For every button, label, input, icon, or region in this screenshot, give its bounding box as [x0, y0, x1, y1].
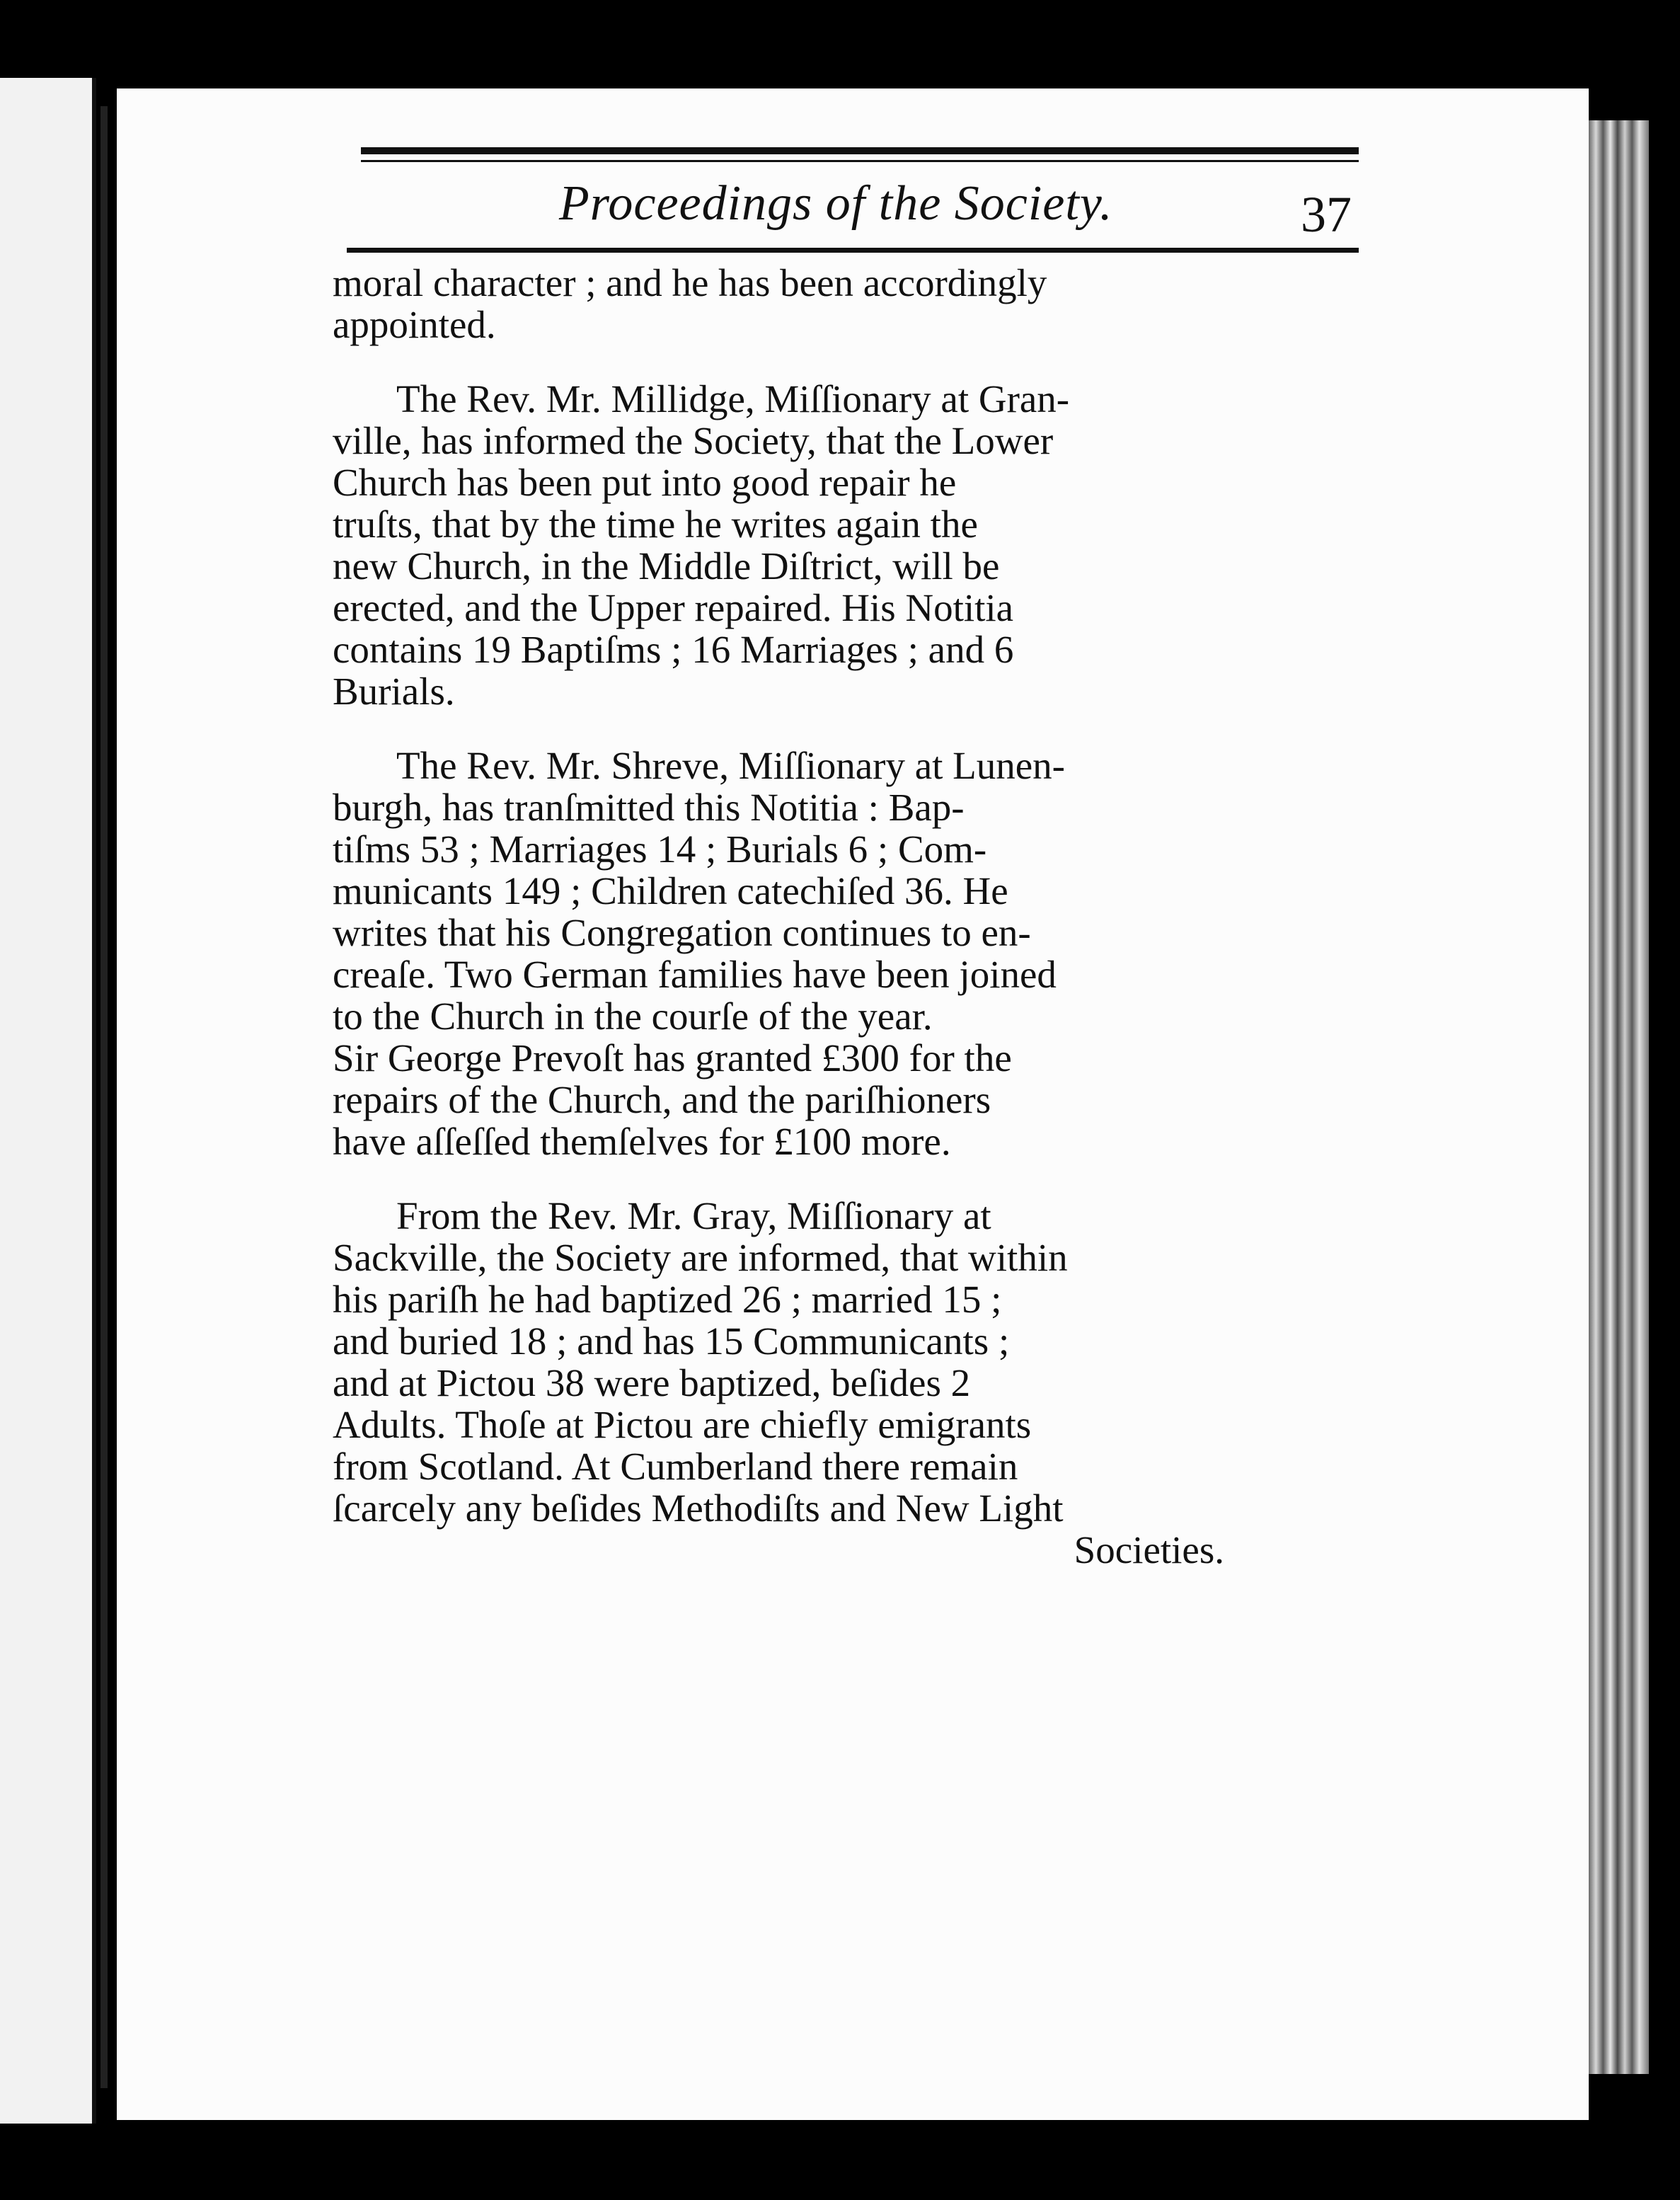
text-line: moral character ; and he has been accordingly	[333, 261, 1047, 304]
text-line: and at Pictou 38 were baptized, beſides 2	[333, 1361, 971, 1404]
top-rule-thin	[361, 160, 1359, 162]
text-line: Adults. Thoſe at Pictou are chiefly emigrants	[333, 1403, 1032, 1446]
left-page-edge	[0, 78, 96, 2124]
text-line: Burials.	[333, 670, 455, 713]
text-line: from Scotland. At Cumberland there remain	[333, 1445, 1018, 1488]
text-line: repairs of the Church, and the pariſhioners	[333, 1078, 991, 1121]
text-line: Sackville, the Society are informed, that within	[333, 1236, 1068, 1279]
text-line: Societies.	[1074, 1528, 1224, 1571]
text-line: writes that his Congregation continues to en-	[333, 911, 1031, 954]
paragraph-gap	[333, 345, 1224, 378]
text-line: creaſe. Two German families have been joined	[333, 953, 1057, 996]
head-rule	[347, 248, 1359, 253]
text-line: ville, has informed the Society, that the Lower	[333, 419, 1054, 462]
paragraph-1	[333, 262, 1224, 345]
text-line: appointed.	[333, 303, 496, 346]
text-line: ſcarcely any beſides Methodiſts and New Light	[333, 1486, 1064, 1530]
text-line: burgh, has tranſmitted this Notitia : Bap-	[333, 786, 965, 829]
text-line: From the Rev. Mr. Gray, Miſſionary at	[396, 1194, 991, 1237]
running-head: Proceedings of the Society.	[559, 176, 1113, 231]
text-line: Sir George Prevoſt has granted £300 for the	[333, 1036, 1012, 1079]
text-line: tiſms 53 ; Marriages 14 ; Burials 6 ; Com-	[333, 827, 987, 871]
paragraph-4	[333, 1195, 1224, 1571]
text-line: and buried 18 ; and has 15 Communicants ;	[333, 1319, 1010, 1363]
page-edge-stack	[1589, 120, 1649, 2074]
top-rule	[361, 147, 1359, 154]
text-line: Church has been put into good repair he	[333, 461, 957, 504]
text-line: have aſſeſſed themſelves for £100 more.	[333, 1120, 951, 1163]
page-number: 37	[1301, 186, 1352, 243]
paragraph-3	[333, 745, 1224, 1162]
paragraph-gap	[333, 712, 1224, 745]
paragraph-gap	[333, 1162, 1224, 1195]
text-line: The Rev. Mr. Shreve, Miſſionary at Lunen-	[396, 744, 1065, 787]
text-line: new Church, in the Middle Diſtrict, will be	[333, 544, 1000, 588]
text-line: truſts, that by the time he writes again the	[333, 503, 978, 546]
text-line: to the Church in the courſe of the year.	[333, 995, 933, 1038]
text-line: erected, and the Upper repaired. His Notitia	[333, 586, 1014, 629]
text-line: municants 149 ; Children catechiſed 36. He	[333, 869, 1008, 912]
text-line: his pariſh he had baptized 26 ; married 15 ;	[333, 1278, 1002, 1321]
paragraph-2	[333, 378, 1224, 712]
text-block	[333, 262, 1224, 1571]
text-line: contains 19 Baptiſms ; 16 Marriages ; and 6	[333, 628, 1014, 671]
text-line: The Rev. Mr. Millidge, Miſſionary at Gran-	[396, 377, 1070, 420]
